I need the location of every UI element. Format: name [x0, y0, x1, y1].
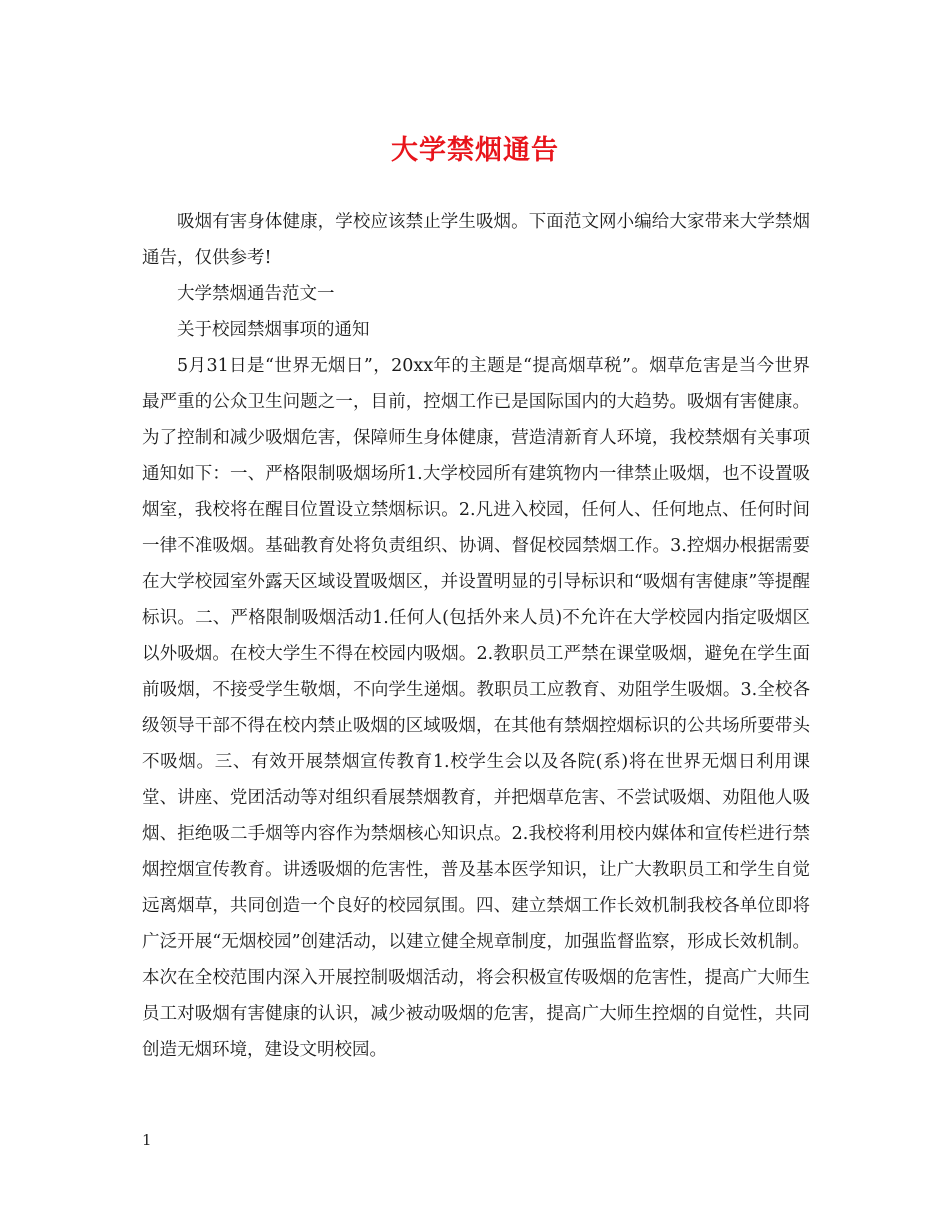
notice-heading: 关于校园禁烟事项的通知	[177, 320, 370, 340]
page-title: 大学禁烟通告	[391, 135, 559, 166]
section-heading: 大学禁烟通告范文一	[177, 284, 335, 304]
intro-paragraph: 吸烟有害身体健康，学校应该禁止学生吸烟。下面范文网小编给大家带来大学禁烟通告，仅供参考!	[142, 212, 810, 268]
page-number: 1	[142, 1131, 152, 1149]
notice-body-paragraph: 5月31日是“世界无烟日”，20xx年的主题是“提高烟草税”。烟草危害是当今世界最严重的公众卫生问题之一，目前，控烟工作已是国际国内的大趋势。吸烟有害健康。为了控制和减少吸烟危害，保障师生身体健康，营造清新育人环境，我校禁烟有关事项通知如下：一、严格限制吸烟场所1.大学校园所有建筑物内一律禁止吸烟，也不设置吸烟室，我校将在醒目位置设立禁烟标识。2.凡进入校园，任何人、任何地点、任何时间一律不准吸烟。基础教育处将负责组织、协调、督促校园禁烟工作。3.控烟办根据需要在大学校园室外露天区域设置吸烟区，并设置明显的引导标识和“吸烟有害健康”等提醒标识。二、严格限制吸烟活动1.任何人(包括外来人员)不允许在大学校园内指定吸烟区以外吸烟。在校大学生不得在校园内吸烟。2.教职员工严禁在课堂吸烟，避免在学生面前吸烟，不接受学生敬烟，不向学生递烟。教职员工应教育、劝阻学生吸烟。3.全校各级领导干部不得在校内禁止吸烟的区域吸烟，在其他有禁烟控烟标识的公共场所要带头不吸烟。三、有效开展禁烟宣传教育1.校学生会以及各院(系)将在世界无烟日利用课堂、讲座、党团活动等对组织看展禁烟教育，并把烟草危害、不尝试吸烟、劝阻他人吸烟、拒绝吸二手烟等内容作为禁烟核心知识点。2.我校将利用校内媒体和宣传栏进行禁烟控烟宣传教育。讲透吸烟的危害性，普及基本医学知识，让广大教职员工和学生自觉远离烟草，共同创造一个良好的校园氛围。四、建立禁烟工作长效机制我校各单位即将广泛开展“无烟校园”创建活动，以建立健全规章制度，加强监督监察，形成长效机制。本次在全校范围内深入开展控制吸烟活动，将会积极宣传吸烟的危害性，提高广大师生员工对吸烟有害健康的认识，减少被动吸烟的危害，提高广大师生控烟的自觉性，共同创造无烟环境，建设文明校园。	[142, 356, 810, 1060]
document-body	[142, 204, 810, 1068]
